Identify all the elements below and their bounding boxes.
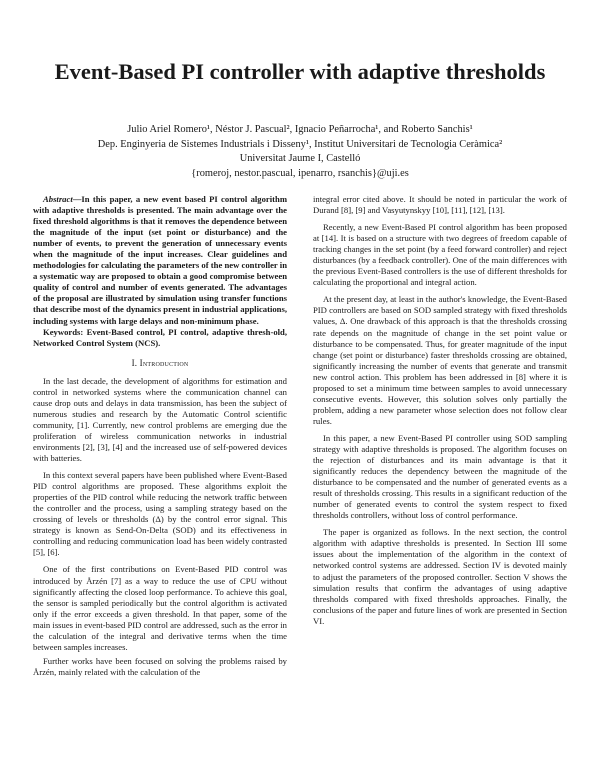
paper-title: Event-Based PI controller with adaptive thresholds — [54, 59, 546, 84]
intro-paragraph-2: In this context several papers have been published where Event-Based PID control algorithms are proposed. These algorithms exploit the properties of the PID control while reducing the network traffic between the controller and the process, using a sampling strategy based on the crossing of levels or thresholds (Δ) by the control error signal. This strategy is known as Send-On-Delta (SOD) and its effectiveness in controlling and reducing communication load has been widely contrasted [5], [6]. — [33, 470, 287, 558]
intro-paragraph-6: At the present day, at least in the author's knowledge, the Event-Based PID controllers are based on SOD sampled strategy with fixed thresholds values, Δ. One drawback of this approach is that the thresholds crossing rate depends on the magnitude of change in the set point value or disturbance to be compensated. Thus, for greater magnitude of the input change (set point or disturbance) faster thresholds crossing are obtained, significantly increasing the number of events that generate and transmit new control action. This problem has been addressed in [8] where it is proposed to set a minimum time between samples to avoid unnecessary consecutive events. However, this solution solves only partially the problem, adding a new parameter whose selection does not follow clear rules. — [313, 294, 567, 426]
email-line: {romeroj, nestor.pascual, ipenarro, rsanchis}@uji.es — [191, 167, 409, 179]
abstract-text: —In this paper, a new event based PI control algorithm with adaptive thresholds is presented. The main advantage over the fixed threshold algorithms is that it removes the dependence between the magnitude of the input (set point or disturbance) and the number of events, to prevent the generation of unnecessary events when the magnitude of the input increases. Clear guidelines and methodologies for calculating the parameters of the new controller in a systematic way are proposed to obtain a good compromise between quality of control and number of events generated. The advantages of the proposal are illustrated by simulation using transfer functions that describe most of the dynamics present in industrial applications, including systems with large delays and non-minimum phase. — [33, 194, 287, 326]
abstract — [33, 194, 287, 327]
intro-paragraph-8: The paper is organized as follows. In the next section, the control algorithm with adaptive thresholds is presented. In Section III some issues about the implementation of the algorithm in the context of networked control systems are addressed. Section IV is devoted mainly to adjust the parameters of the proposed controller. Section V shows the simulation results that confirm the advantages of using adaptive thresholds compared with fixed thresholds approaches. Finally, the conclusions of the paper and future lines of work are presented in Section VI. — [313, 527, 567, 626]
affiliation-line: Dep. Enginyeria de Sistemes Industrials i Disseny¹, Institut Universitari de Tecnologia Ceràmica² — [97, 138, 503, 150]
keywords: Keywords: Event-Based control, PI control, adaptive thresh-old, Networked Control System (NCS). — [33, 326, 287, 348]
left-column — [33, 194, 287, 681]
authors-line: Julio Ariel Romero¹, Néstor J. Pascual², Ignacio Peñarrocha¹, and Roberto Sanchis¹ — [127, 124, 473, 135]
intro-paragraph-4: Further works have been focused on solving the problems raised by Årzén, mainly related with the calculation of the — [33, 655, 287, 677]
intro-paragraph-5: Recently, a new Event-Based PI control algorithm has been proposed at [14]. It is based on a structure with two degrees of freedom capable of tracking changes in the set point (by a feed forward controller) and reject disturbances (by a feedback controller). One of the main differences with the previous Event-Based controllers is the use of different thresholds for calculating the proportional and integral action. — [313, 222, 567, 288]
university-line: Universitat Jaume I, Castelló — [239, 153, 361, 165]
abstract-lead: Abstract — [43, 194, 73, 204]
section-heading-introduction: I. Introduction — [131, 357, 189, 368]
intro-paragraph-4-cont: integral error cited above. It should be noted in particular the work of Durand [8], [9] and Vasyutynskyy [10], [11], [12], [13]. — [313, 194, 567, 216]
right-column — [313, 194, 567, 630]
author-block — [20, 123, 580, 181]
intro-paragraph-3: One of the first contributions on Event-Based PID control was introduced by Årzén [7] as a way to reduce the use of CPU without significantly affecting the closed loop performance. To achieve this goal, the sensor is sampled periodically but the control algorithm is activated only if the error exceeds a given threshold. In that paper, some of the main issues in event-based PID control are addressed, such as the error in the calculation of the integral and derivative terms when the time between samples increases. — [33, 564, 287, 652]
intro-paragraph-1: In the last decade, the development of algorithms for estimation and control in networked systems where the communication channel can cause drop outs and delays in data transmission, has been the subject of numerous studies and research by the Automatic Control scientific community, [1]. Currently, new control problems are emerging due the proliferation of wireless communication networks in industrial environments [2], [3], [4] and the increased use of self-powered devices with batteries. — [33, 375, 287, 464]
intro-paragraph-7: In this paper, a new Event-Based PI controller using SOD sampling strategy with adaptive thresholds is proposed. The algorithm focuses on the rejection of disturbances and its main advantage is that it significantly reduces the dependency between the magnitude of the disturbance to be compensated and the number of generated events as a result of thresholds crossing. This results in a significant reduction of the number of generated events to control the system respect to fixed thresholds controllers, without loss of control performance. — [313, 432, 567, 521]
